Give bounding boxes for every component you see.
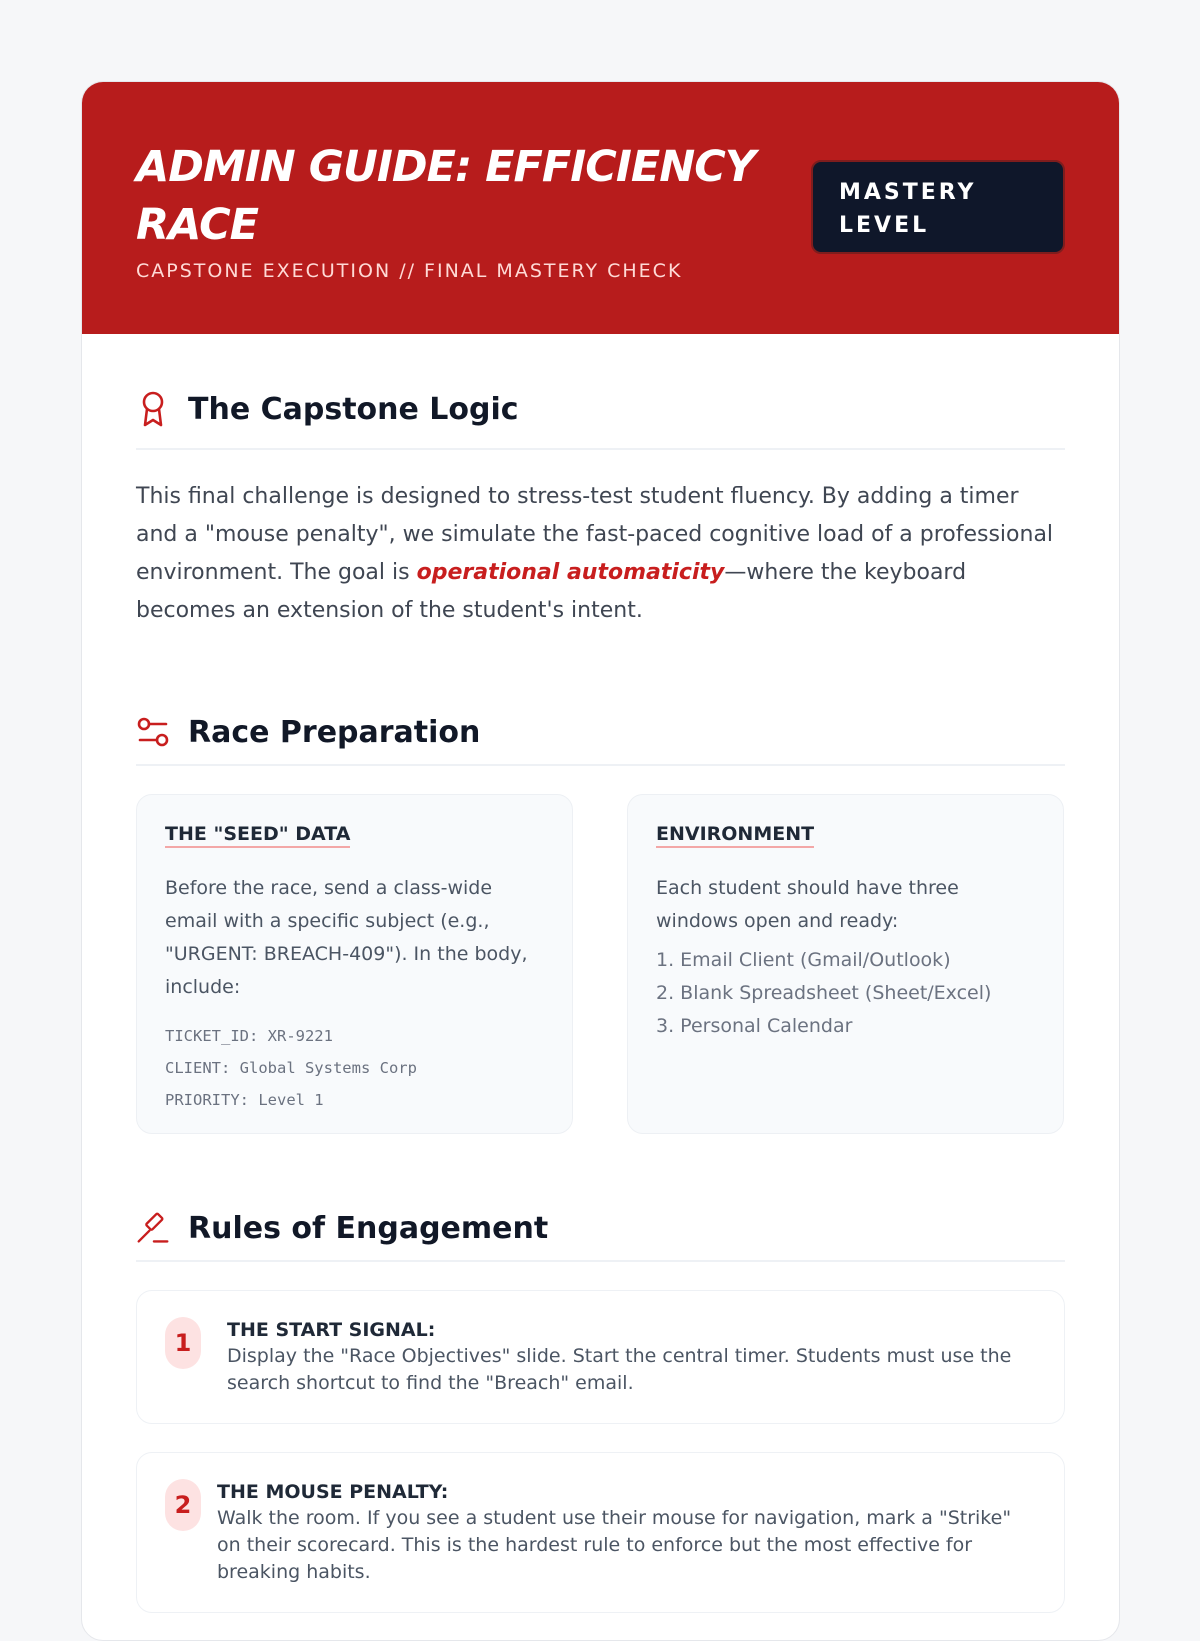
rule-text: Walk the room. If you see a student use their mouse for navigation, mark a "Strike" on their scorecard. This is the hardest rule to enforce but the most effective for breaking habits. [217, 1507, 1012, 1583]
preparation-title: Race Preparation [188, 714, 481, 750]
seed-data-box [136, 794, 573, 1134]
rule-body [217, 1479, 1036, 1586]
rule-title: THE START SIGNAL: [227, 1319, 436, 1341]
mastery-badge: MASTERY LEVEL [811, 160, 1065, 254]
rule-number: 2 [165, 1479, 201, 1531]
rule-body [227, 1317, 1036, 1397]
seed-data-text: Before the race, send a class-wide email with a specific subject (e.g., "URGENT: BREACH-409"). In the body, include: [165, 877, 528, 998]
rule-card [136, 1290, 1065, 1424]
rule-text: Display the "Race Objectives" slide. Start the central timer. Students must use the search shortcut to find the "Breach" email. [227, 1345, 1012, 1394]
environment-item: 3. Personal Calendar [656, 1015, 853, 1037]
award-ribbon-icon [136, 389, 170, 429]
environment-box [627, 794, 1064, 1134]
seed-data-lines [165, 1020, 544, 1116]
gavel-icon [136, 1208, 170, 1248]
rule-title: THE MOUSE PENALTY: [217, 1481, 449, 1503]
main-content [82, 334, 1119, 1613]
capstone-highlight: operational automaticity [416, 560, 725, 585]
capstone-text: This final challenge is designed to stress-test student fluency. By adding a timer and a "mouse penalty", we simulate the fast-paced cognitive load of a professional environment. The goal is operational automaticity—where the keyboard becomes an extension of the student's intent. [136, 484, 1054, 623]
preparation-section-header [136, 630, 1065, 766]
preparation-grid [136, 794, 1065, 1134]
rules-section-header [136, 1134, 1065, 1262]
environment-text: Each student should have three windows open and ready: [656, 877, 959, 932]
capstone-title: The Capstone Logic [188, 391, 519, 427]
environment-title: ENVIRONMENT [656, 823, 814, 848]
capstone-section-header [136, 334, 1065, 450]
seed-line-client: CLIENT: Global Systems Corp [165, 1059, 417, 1077]
page-title: ADMIN GUIDE: EFFICIENCY RACE [136, 142, 755, 250]
environment-item: 1. Email Client (Gmail/Outlook) [656, 949, 951, 971]
rule-number: 1 [165, 1317, 201, 1369]
environment-item: 2. Blank Spreadsheet (Sheet/Excel) [656, 982, 992, 1004]
guide-card [81, 81, 1120, 1641]
rules-title: Rules of Engagement [188, 1210, 549, 1246]
sliders-icon [136, 712, 170, 752]
seed-data-title: THE "SEED" DATA [165, 823, 350, 848]
page-subtitle: CAPSTONE EXECUTION // FINAL MASTERY CHECK [136, 260, 683, 282]
rule-card [136, 1452, 1065, 1613]
page-header [82, 82, 1119, 334]
seed-line-ticket: TICKET_ID: XR-9221 [165, 1027, 333, 1045]
seed-line-priority: PRIORITY: Level 1 [165, 1091, 324, 1109]
environment-list [656, 944, 1035, 1043]
